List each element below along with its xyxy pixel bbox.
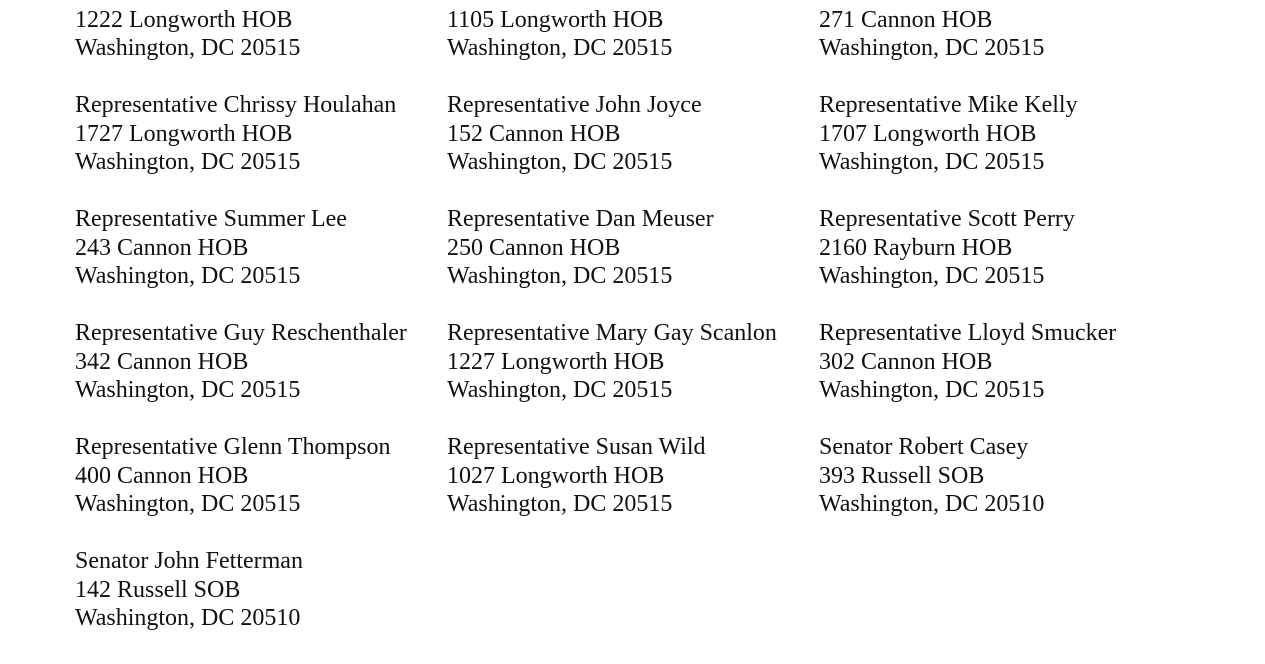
recipient-name: Representative Susan Wild [447, 434, 706, 460]
address-entry [447, 91, 819, 205]
address-entry [447, 319, 819, 433]
city-state-zip: Washington, DC 20515 [447, 377, 673, 404]
recipient-name: Representative Summer Lee [75, 206, 347, 232]
office-address: 271 Cannon HOB [819, 6, 993, 33]
office-address: 142 Russell SOB [75, 576, 241, 603]
office-address: 1727 Longworth HOB [75, 120, 293, 147]
office-address: 1105 Longworth HOB [447, 6, 664, 33]
address-entry [75, 319, 447, 433]
address-entry [75, 91, 447, 205]
recipient-name: Representative John Joyce [447, 92, 702, 118]
office-address: 302 Cannon HOB [819, 348, 993, 375]
city-state-zip: Washington, DC 20515 [819, 149, 1045, 176]
office-address: 152 Cannon HOB [447, 120, 621, 147]
city-state-zip: Washington, DC 20515 [447, 35, 673, 62]
recipient-name: Senator Robert Casey [819, 434, 1029, 460]
address-entry [75, 547, 447, 661]
address-entry [75, 433, 447, 547]
city-state-zip: Washington, DC 20515 [75, 35, 301, 62]
office-address: 342 Cannon HOB [75, 348, 249, 375]
office-address: 400 Cannon HOB [75, 462, 249, 489]
address-entry [819, 433, 1191, 547]
recipient-name: Representative Guy Reschenthaler [75, 320, 407, 346]
office-address: 1027 Longworth HOB [447, 462, 665, 489]
city-state-zip: Washington, DC 20515 [75, 377, 301, 404]
address-grid [75, 0, 1191, 661]
recipient-name: Representative Glenn Thompson [75, 434, 391, 460]
address-entry [819, 205, 1191, 319]
address-entry [819, 0, 1191, 91]
office-address: 393 Russell SOB [819, 462, 985, 489]
recipient-name: Representative Dan Meuser [447, 206, 714, 232]
city-state-zip: Washington, DC 20515 [819, 377, 1045, 404]
office-address: 1222 Longworth HOB [75, 6, 293, 33]
address-entry [75, 0, 447, 91]
office-address: 1227 Longworth HOB [447, 348, 665, 375]
city-state-zip: Washington, DC 20515 [75, 149, 301, 176]
office-address: 250 Cannon HOB [447, 234, 621, 261]
recipient-name: Representative Mike Kelly [819, 92, 1078, 118]
office-address: 243 Cannon HOB [75, 234, 249, 261]
address-entry [819, 91, 1191, 205]
address-entry [447, 205, 819, 319]
city-state-zip: Washington, DC 20515 [447, 491, 673, 518]
recipient-name: Representative Chrissy Houlahan [75, 92, 397, 118]
office-address: 2160 Rayburn HOB [819, 234, 1013, 261]
recipient-name: Representative Scott Perry [819, 206, 1075, 232]
office-address: 1707 Longworth HOB [819, 120, 1037, 147]
city-state-zip: Washington, DC 20515 [447, 263, 673, 290]
recipient-name: Representative Lloyd Smucker [819, 320, 1117, 346]
recipient-name: Representative Mary Gay Scanlon [447, 320, 777, 346]
city-state-zip: Washington, DC 20515 [447, 149, 673, 176]
recipient-name: Senator John Fetterman [75, 548, 303, 574]
city-state-zip: Washington, DC 20510 [75, 605, 301, 632]
city-state-zip: Washington, DC 20515 [819, 263, 1045, 290]
city-state-zip: Washington, DC 20515 [819, 35, 1045, 62]
address-entry [819, 319, 1191, 433]
city-state-zip: Washington, DC 20510 [819, 491, 1045, 518]
city-state-zip: Washington, DC 20515 [75, 491, 301, 518]
address-entry [447, 0, 819, 91]
city-state-zip: Washington, DC 20515 [75, 263, 301, 290]
address-entry [447, 433, 819, 547]
address-entry [75, 205, 447, 319]
